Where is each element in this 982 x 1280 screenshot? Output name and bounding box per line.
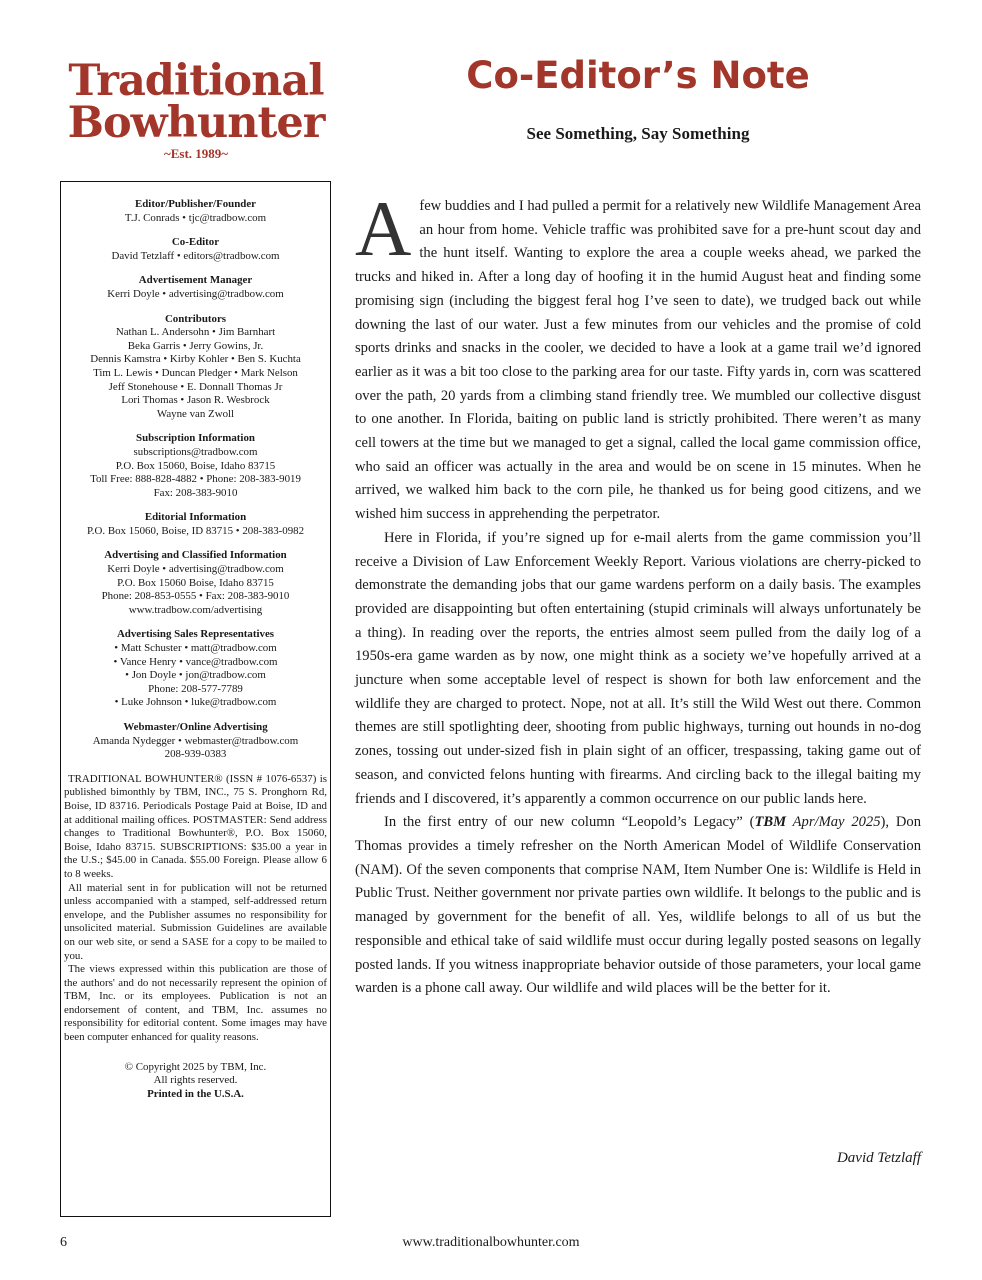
masthead-line: Phone: 208-577-7789 (148, 682, 243, 695)
copyright-block (64, 1061, 327, 1102)
logo-line-1: Traditional (68, 56, 324, 106)
masthead-heading: Contributors (164, 312, 227, 325)
page-title: Co-Editor’s Note (466, 54, 810, 97)
masthead-line: subscriptions@tradbow.com (133, 445, 258, 458)
legal-paragraph: TRADITIONAL BOWHUNTER® (ISSN # 1076-6537) is published bimonthly by TBM, INC., 75 S. Pronghorn Rd, Boise, ID 83716. Periodicals Postage Paid at Boise, ID and at additional mailing offices. POSTMASTER: Send address changes to Traditional Bowhunter®, P.O. Box 15060, Boise, Idaho 83715. SUBSCRIPTIONS: $35.00 a year in the U.S.; $45.00 in Canada. $55.00 Foreign. Please allow 6 to 8 weeks. (64, 772, 327, 880)
article-paragraph: Here in Florida, if you’re signed up for e-mail alerts from the game commission you’ll receive a Division of Law Enforcement Weekly Report. Various violations are cherry-picked to demonstrate the demanding jobs that our game wardens perform on a daily basis. The examples provided are disappointing but often entertaining (stupid criminals will always unfortunately be a thing). In reading over the reports, the entries almost seem pulled from the daily log of a 1950s-era game warden as by now, one might think as a society we’ve hopefully arrived at a juncture when some acceptable level of respect is shown for both law enforcement and the wildlife they are charged to protect. Nope, not at all. It’s still the Wild West out there. Common themes are still spotlighting deer, shooting from public highways, turning out hounds in no-dog zones, tossing out under-sized fish in plain sight of an officer, trespassing, taking game out of season, and convicted felons hunting with firearms. And circling back to the illegal baiting my friends and I discovered, it’s apparently a common occurrence on our public lands here. (355, 529, 921, 807)
article-body (355, 185, 921, 1001)
masthead-line: Tim L. Lewis • Duncan Pledger • Mark Nelson (93, 366, 298, 379)
masthead-heading: Editor/Publisher/Founder (134, 198, 257, 210)
masthead-heading: Advertising Sales Representatives (116, 628, 275, 641)
masthead-line: P.O. Box 15060, Boise, Idaho 83715 (115, 459, 276, 472)
masthead-line: Beka Garris • Jerry Gowins, Jr. (127, 339, 264, 352)
logo-established: ~Est. 1989~ (163, 146, 229, 161)
masthead-heading: Webmaster/Online Advertising (123, 721, 268, 733)
copyright-line: Printed in the U.S.A. (147, 1087, 244, 1100)
masthead-heading: Editorial Information (144, 511, 247, 524)
masthead-line: www.tradbow.com/advertising (128, 603, 263, 616)
masthead-line: Phone: 208-853-0555 • Fax: 208-383-9010 (101, 590, 290, 603)
masthead-line: Wayne van Zwoll (156, 407, 235, 420)
article-paragraph (355, 185, 921, 527)
copyright-line: All rights reserved. (153, 1074, 238, 1087)
masthead-line: 208-939-0383 (164, 748, 227, 761)
masthead-section (64, 511, 327, 538)
masthead-box (60, 181, 331, 1217)
masthead-line: • Luke Johnson • luke@tradbow.com (114, 696, 277, 709)
article-subtitle: See Something, Say Something (526, 124, 750, 143)
copyright-line: © Copyright 2025 by TBM, Inc. (124, 1060, 267, 1073)
issue-reference: Apr/May 2025 (786, 814, 881, 831)
masthead-heading: Advertisement Manager (138, 274, 253, 287)
masthead-section (64, 628, 327, 710)
masthead-line: Kerri Doyle • advertising@tradbow.com (107, 563, 284, 576)
footer-url: www.traditionalbowhunter.com (402, 1235, 580, 1250)
masthead-line: • Jon Doyle • jon@tradbow.com (125, 669, 266, 682)
magazine-abbrev: TBM (754, 814, 787, 831)
masthead-heading: Co-Editor (171, 236, 220, 249)
logo-line-2: Bowhunter (67, 98, 325, 148)
masthead-line: P.O. Box 15060 Boise, Idaho 83715 (117, 576, 274, 589)
article-paragraph (355, 811, 921, 1001)
masthead-heading: Advertising and Classified Information (104, 549, 287, 562)
masthead-line: • Matt Schuster • matt@tradbow.com (114, 642, 277, 655)
page-number: 6 (60, 1235, 67, 1250)
masthead-line: Dennis Kamstra • Kirby Kohler • Ben S. Kuchta (90, 353, 301, 366)
masthead-line: T.J. Conrads • tjc@tradbow.com (124, 211, 267, 224)
masthead-line: Toll Free: 888-828-4882 • Phone: 208-383-9019 (90, 473, 301, 486)
masthead-heading: Subscription Information (136, 432, 255, 445)
masthead-line: • Vance Henry • vance@tradbow.com (113, 655, 278, 668)
magazine-logo (56, 56, 336, 162)
masthead-section (64, 236, 327, 263)
masthead-section (64, 198, 327, 225)
legal-notice (64, 773, 327, 1045)
masthead-line: Lori Thomas • Jason R. Wesbrock (121, 394, 270, 407)
author-signature: David Tetzlaff (836, 1150, 921, 1166)
masthead-line: Fax: 208-383-9010 (153, 486, 238, 499)
paragraph-text: ), Don Thomas provides a timely refresher on the North American Model of Wildlife Conservation (NAM). Of the seven components that comprise NAM, Item Number One is: Wildlife is Held in Public Trust. Neither government nor private parties own wildlife. It belongs to the public and is managed by government for the benefit of all. Yes, wildlife belongs to all of us but the responsible and ethical take of said wildlife must occur during legally posted seasons on legally posted lands. If you witness inappropriate behavior outside of those parameters, your local game warden is a phone call away. Our wildlife and wild places will be the better for it. (355, 814, 921, 997)
drop-cap: A (355, 185, 412, 272)
masthead-line: David Tetzlaff • editors@tradbow.com (111, 249, 280, 262)
masthead-section (64, 721, 327, 762)
masthead-line: Kerri Doyle • advertising@tradbow.com (107, 287, 284, 300)
masthead-section (64, 549, 327, 617)
paragraph-text: few buddies and I had pulled a permit for a relatively new Wildlife Management Area an hour from home. Vehicle traffic was prohibited save for a pre-hunt scout day and the hunt itself. Wanting to explore the area a couple weeks ahead, we parked the trucks and hiked in. After a long day of hoofing it in the humid August heat and finding some promising sign (including the biggest feral hog I’ve seen to date), we trudged back out while downing the last of our water. Just a few minutes from our vehicles and the promise of cold sports drinks and snacks in the cooler, we decided to have a look at a game trail we’d ignored earlier as it was a bit too close to the parking area for our taste. Fifty yards in, corn was scattered over the path, 20 yards from a climbing stand friendly tree. We mumbled our collective disgust to one another. In Florida, baiting on public land is strictly prohibited. There weren’t as many cell towers at the time but we managed to get a signal, called the local game commission office, who said an officer was actually in the area and would be on scene in 15 minutes. When he arrived, we walked him back to the corn pile, he thanked us for being good citizens, and we wished him success in apprehending the perpetrator. (355, 198, 921, 523)
masthead-line: Jeff Stonehouse • E. Donnall Thomas Jr (108, 380, 283, 393)
paragraph-text: In the first entry of our new column “Leopold’s Legacy” ( (384, 814, 755, 831)
masthead-section (64, 313, 327, 422)
legal-paragraph: All material sent in for publication will not be returned unless accompanied with a stamped, self-addressed return envelope, and the Publisher assumes no responsibility for unsolicited material. Submission Guidelines are available on our web site, or send a SASE for a copy to be mailed to you. (64, 881, 327, 962)
masthead-line: Amanda Nydegger • webmaster@tradbow.com (92, 734, 299, 747)
masthead-line: P.O. Box 15060, Boise, ID 83715 • 208-383-0982 (86, 524, 305, 537)
masthead-line: Nathan L. Andersohn • Jim Barnhart (115, 326, 276, 339)
legal-paragraph: The views expressed within this publication are those of the authors' and do not necessarily represent the opinion of TBM, Inc. or its employees. Publication is not an endorsement of content, and TBM, Inc. assumes no responsibility for editorial content. Some images may have been computer enhanced for quality reasons. (64, 963, 327, 1044)
masthead-section (64, 274, 327, 301)
masthead-section (64, 432, 327, 500)
